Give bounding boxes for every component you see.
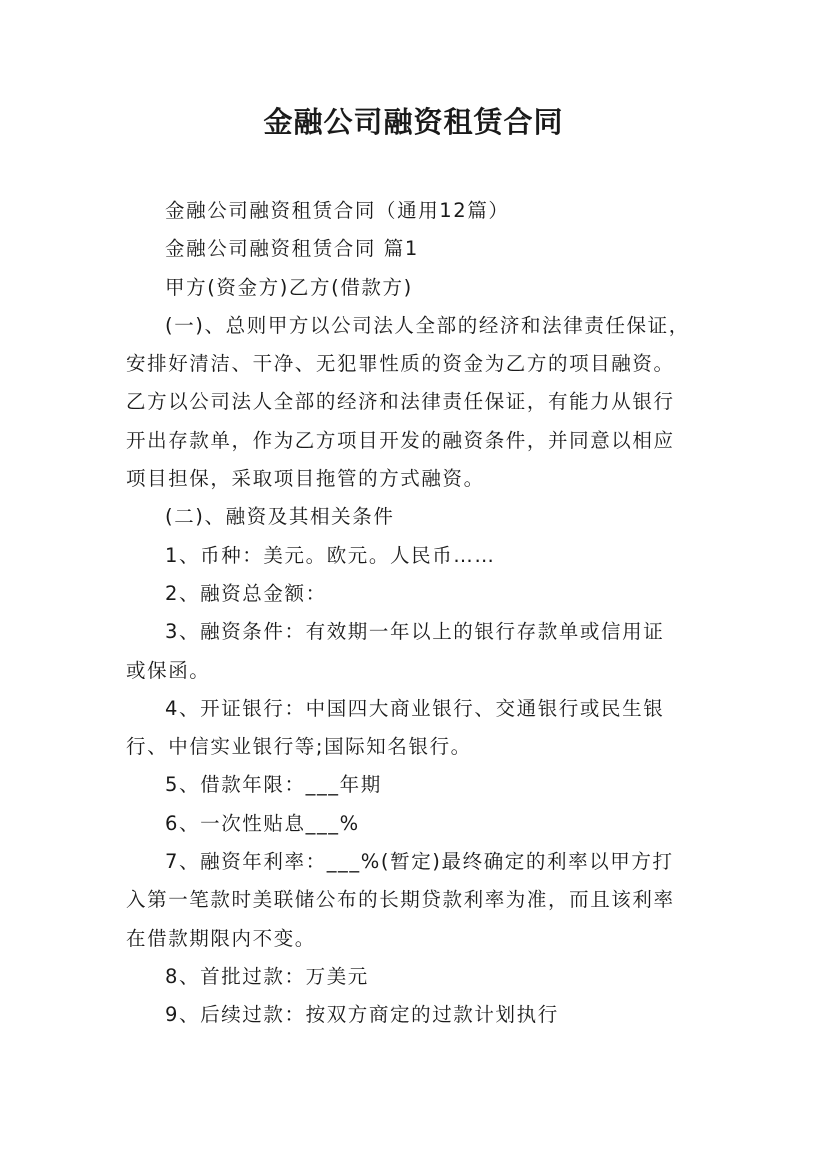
list-item	[126, 575, 716, 613]
text-line: 6、一次性贴息___%	[165, 811, 360, 835]
text-line: 3、融资条件：有效期一年以上的银行存款单或信用证	[165, 620, 665, 644]
list-item	[126, 537, 716, 575]
text-line: 甲方(资金方)乙方(借款方)	[165, 275, 413, 299]
text-line: 安排好清洁、干净、无犯罪性质的资金为乙方的项目融资。	[126, 352, 675, 376]
text-line: 7、融资年利率：___%(暂定)最终确定的利率以甲方打	[165, 850, 674, 874]
list-item	[126, 766, 716, 804]
text-line: 在借款期限内不变。	[126, 926, 316, 950]
text-line: 入第一笔款时美联储公布的长期贷款利率为准，而且该利率	[126, 888, 675, 912]
text-line: 5、借款年限：___年期	[165, 773, 382, 797]
text-line: 8、首批过款：万美元	[165, 964, 369, 988]
list-item	[126, 690, 716, 767]
chapter-heading	[126, 230, 716, 268]
list-item	[126, 996, 716, 1034]
list-item	[126, 805, 716, 843]
subtitle-paragraph	[126, 192, 716, 230]
text-line: (一)、总则甲方以公司法人全部的经济和法律责任保证，	[165, 313, 690, 337]
text-line: 金融公司融资租赁合同（通用12篇）	[165, 199, 510, 222]
section-conditions-heading	[126, 498, 716, 536]
text-line: 开出存款单，作为乙方项目开发的融资条件，并同意以相应	[126, 428, 675, 452]
text-line: 1、币种：美元。欧元。人民币……	[165, 543, 496, 567]
list-item	[126, 958, 716, 996]
parties-paragraph	[126, 269, 716, 307]
document-title: 金融公司融资租赁合同	[263, 105, 564, 139]
list-item	[126, 843, 716, 958]
text-line: 或保函。	[126, 658, 211, 682]
list-item	[126, 613, 716, 690]
text-line: (二)、融资及其相关条件	[165, 505, 395, 529]
text-line: 乙方以公司法人全部的经济和法律责任保证，有能力从银行	[126, 390, 675, 414]
text-line: 金融公司融资租赁合同 篇1	[165, 237, 419, 261]
text-line: 行、中信实业银行等;国际知名银行。	[126, 735, 472, 759]
text-line: 9、后续过款：按双方商定的过款计划执行	[165, 1003, 559, 1027]
text-line: 4、开证银行：中国四大商业银行、交通银行或民生银	[165, 696, 665, 720]
text-line: 2、融资总金额：	[165, 581, 327, 605]
document-body	[126, 192, 716, 1035]
section-general-paragraph	[126, 307, 716, 498]
text-line: 项目担保，采取项目拖管的方式融资。	[126, 467, 485, 491]
